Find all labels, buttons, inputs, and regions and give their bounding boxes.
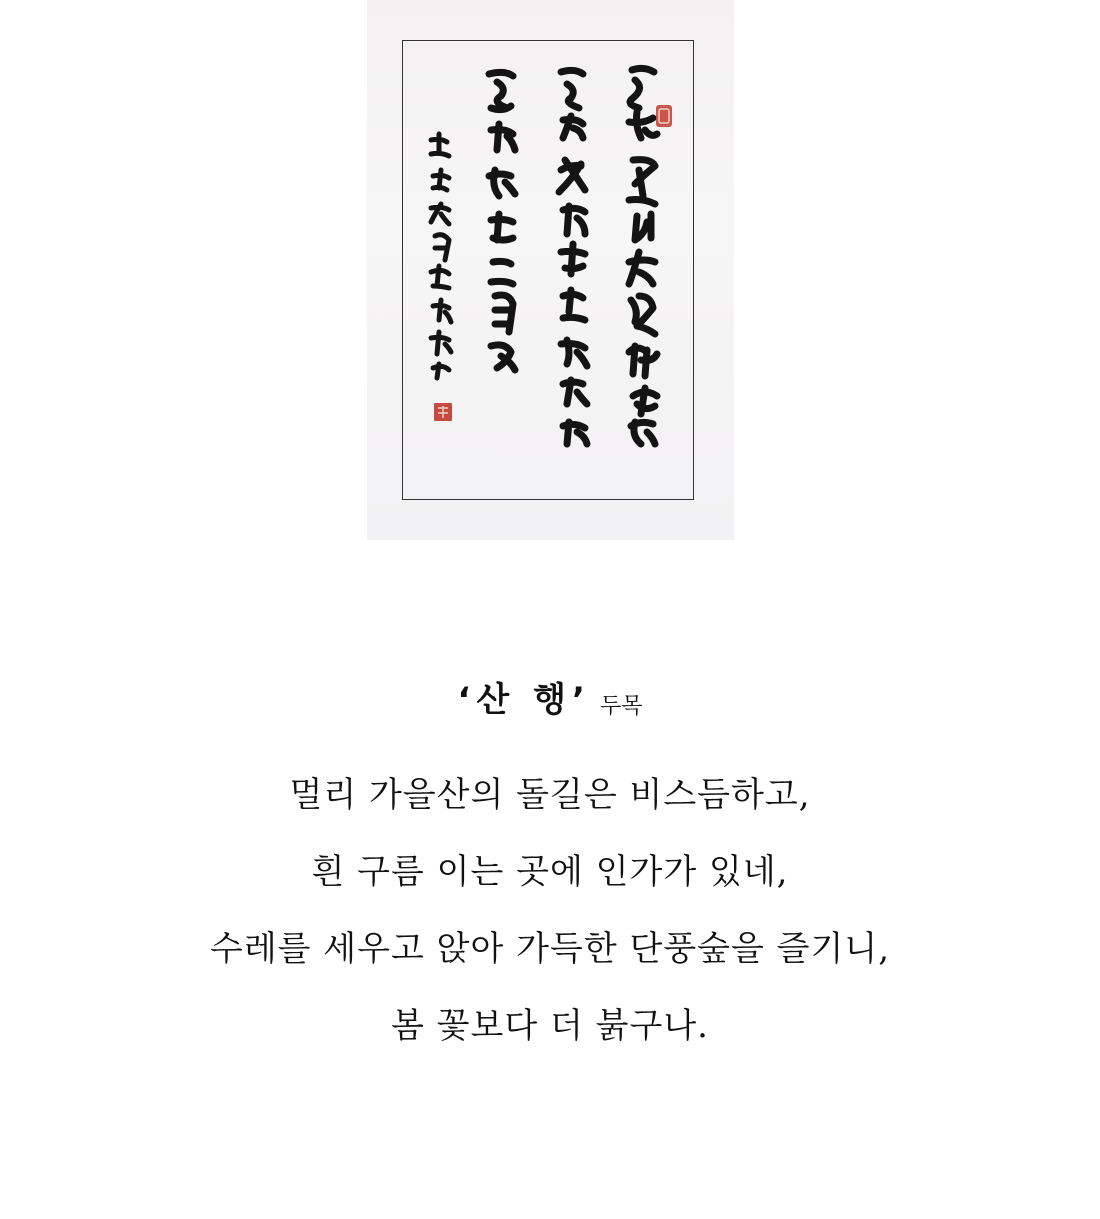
- poem-line: 봄 꽃보다 더 붉구나.: [391, 1006, 709, 1046]
- calligraphy-signature-column: [431, 134, 451, 378]
- poem-title: ‘산 행’: [457, 680, 591, 720]
- calligraphy-brush-strokes: [367, 0, 734, 540]
- poem-line: 수레를 세우고 앉아 가득한 단풍숲을 즐기니,: [209, 929, 891, 969]
- calligraphy-column-3: [489, 72, 515, 370]
- poem-title-row: [0, 672, 1100, 721]
- poem-line: 멀리 가을산의 돌길은 비스듬하고,: [289, 775, 811, 815]
- poem-author: 두목: [599, 694, 643, 719]
- calligraphy-artwork: [367, 0, 734, 540]
- calligraphy-column-2: [559, 70, 587, 444]
- poem-translation: [0, 775, 1100, 1083]
- calligraphy-column-1: [629, 68, 657, 444]
- poem-line: 흰 구름 이는 곳에 인가가 있네,: [311, 852, 789, 892]
